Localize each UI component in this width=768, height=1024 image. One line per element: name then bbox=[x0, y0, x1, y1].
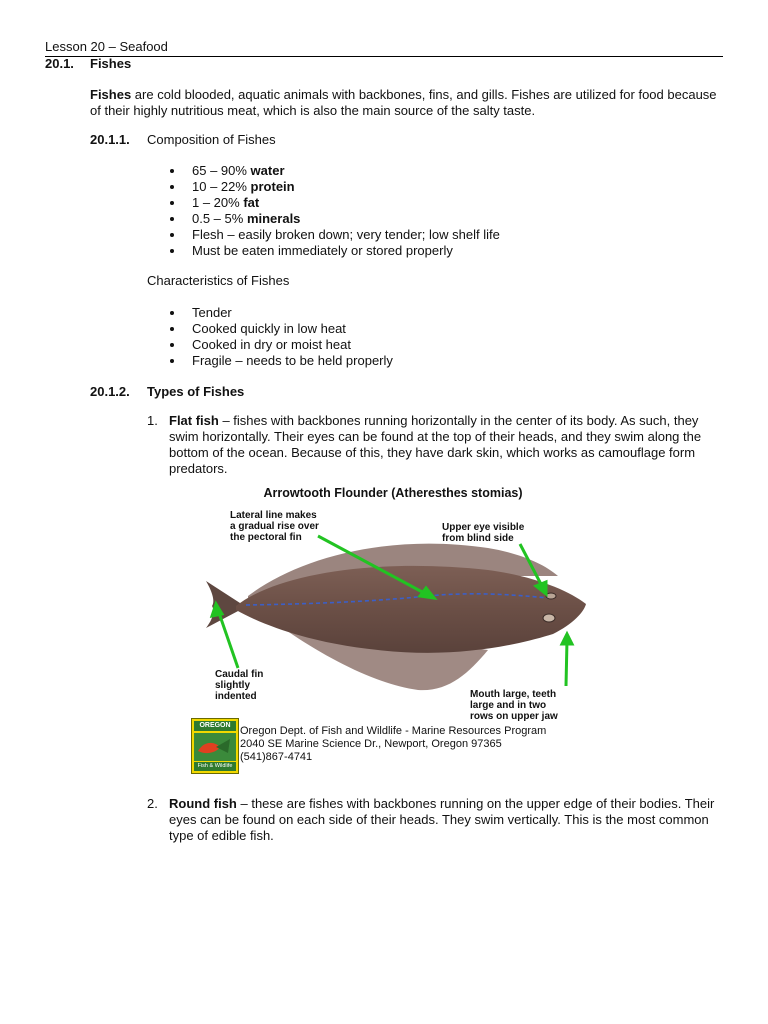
intro-paragraph bbox=[90, 87, 724, 119]
list-item: Flesh – easily broken down; very tender; low shelf life bbox=[166, 227, 500, 243]
subsection-number: 20.1.2. bbox=[90, 384, 130, 399]
intro-term: Fishes bbox=[90, 87, 132, 102]
logo-top-text: OREGON bbox=[194, 721, 236, 731]
item-term: Round fish bbox=[169, 796, 237, 811]
item-term: Flat fish bbox=[169, 413, 219, 428]
logo-bottom-text: Fish & Wildlife bbox=[194, 762, 236, 771]
flounder-figure bbox=[188, 478, 594, 778]
list-item: Must be eaten immediately or stored properly bbox=[166, 243, 500, 259]
characteristics-list bbox=[166, 305, 393, 369]
subsection-types bbox=[90, 384, 244, 400]
list-item: Tender bbox=[166, 305, 393, 321]
page-header: Lesson 20 – Seafood bbox=[45, 39, 723, 57]
item-text: – these are fishes with backbones running on the upper edge of their bodies. Their eyes can be found on each side of their heads. They swim vertically. This is the most common type of edible fish. bbox=[169, 796, 715, 843]
label-mouth: Mouth large, teeth large and in two rows on upper jaw bbox=[470, 689, 558, 722]
eye-icon bbox=[543, 614, 555, 622]
composition-list bbox=[166, 163, 500, 259]
subsection-title: Composition of Fishes bbox=[147, 132, 276, 147]
label-lateral-line: Lateral line makes a gradual rise over the pectoral fin bbox=[230, 510, 319, 543]
list-item: 10 – 22% protein bbox=[166, 179, 500, 195]
ordered-item-round-fish bbox=[147, 796, 727, 844]
list-item: Fragile – needs to be held properly bbox=[166, 353, 393, 369]
subsection-number: 20.1.1. bbox=[90, 132, 130, 147]
list-item: 1 – 20% fat bbox=[166, 195, 500, 211]
arrow-caudal bbox=[218, 610, 238, 668]
subsection-composition bbox=[90, 132, 276, 148]
odfw-logo bbox=[191, 718, 239, 774]
section-title-text: Fishes bbox=[90, 56, 132, 71]
item-number: 2. bbox=[147, 796, 158, 811]
characteristics-heading: Characteristics of Fishes bbox=[147, 273, 290, 288]
figure-title: Arrowtooth Flounder (Atheresthes stomias) bbox=[263, 486, 523, 500]
item-number: 1. bbox=[147, 413, 158, 428]
list-item: Cooked in dry or moist heat bbox=[166, 337, 393, 353]
logo-emblem bbox=[194, 733, 236, 761]
ordered-item-flat-fish bbox=[147, 413, 727, 477]
list-item: 0.5 – 5% minerals bbox=[166, 211, 500, 227]
label-caudal-fin: Caudal fin slightly indented bbox=[215, 669, 264, 702]
intro-text: are cold blooded, aquatic animals with backbones, fins, and gills. Fishes are utilized for food because of their highly nutritious meat, which is also the main source of the salty taste. bbox=[90, 87, 717, 118]
arrow-mouth bbox=[566, 640, 567, 686]
label-upper-eye: Upper eye visible from blind side bbox=[442, 522, 525, 544]
section-number: 20.1. bbox=[45, 56, 74, 71]
list-item: 65 – 90% water bbox=[166, 163, 500, 179]
figure-credit: Oregon Dept. of Fish and Wildlife - Marine Resources Program 2040 SE Marine Science Dr., Newport, Oregon 97365 (541)867-4741 bbox=[240, 725, 547, 763]
subsection-title: Types of Fishes bbox=[147, 384, 245, 399]
item-text: – fishes with backbones running horizontally in the center of its body. As such, they swim horizontally. Their eyes can be found at the top of their heads, and they swim along the bottom of the ocean. Because of this, they have dark skin, which works as camouflage form predators. bbox=[169, 413, 702, 476]
section-title bbox=[45, 56, 131, 72]
list-item: Cooked quickly in low heat bbox=[166, 321, 393, 337]
